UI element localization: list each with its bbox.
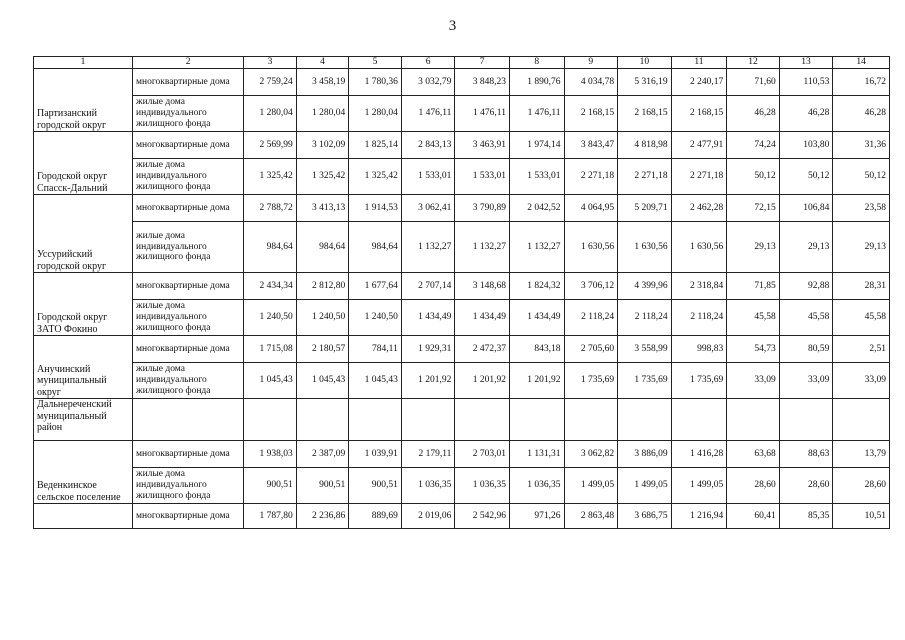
column-number-header: 13 <box>779 57 833 69</box>
housing-type-cell: жилые дома индивидуального жилищного фонда <box>133 159 244 195</box>
column-number-header: 1 <box>34 57 133 69</box>
value-cell: 1 131,31 <box>509 441 564 468</box>
value-cell: 2 240,17 <box>671 69 727 96</box>
column-number-header: 5 <box>349 57 402 69</box>
value-cell: 1 533,01 <box>509 159 564 195</box>
value-cell: 46,28 <box>833 96 890 132</box>
value-cell: 2 271,18 <box>671 159 727 195</box>
value-cell <box>455 399 510 441</box>
value-cell: 33,09 <box>727 363 780 399</box>
table-row <box>34 69 890 96</box>
value-cell: 3 706,12 <box>564 273 618 300</box>
value-cell: 1 434,49 <box>509 300 564 336</box>
value-cell: 3 102,09 <box>296 132 349 159</box>
value-cell: 1 240,50 <box>244 300 297 336</box>
value-cell: 1 132,27 <box>455 222 510 273</box>
value-cell: 1 434,49 <box>401 300 455 336</box>
value-cell: 2 318,84 <box>671 273 727 300</box>
value-cell: 29,13 <box>833 222 890 273</box>
housing-type-cell: многоквартирные дома <box>133 195 244 222</box>
value-cell: 46,28 <box>727 96 780 132</box>
housing-type-cell: многоквартирные дома <box>133 504 244 529</box>
table-row <box>34 441 890 468</box>
value-cell <box>833 399 890 441</box>
value-cell: 71,85 <box>727 273 780 300</box>
value-cell: 1 325,42 <box>349 159 402 195</box>
housing-type-cell: жилые дома индивидуального жилищного фонда <box>133 96 244 132</box>
value-cell: 4 399,96 <box>618 273 672 300</box>
value-cell: 2 387,09 <box>296 441 349 468</box>
value-cell: 3 458,19 <box>296 69 349 96</box>
value-cell: 60,41 <box>727 504 780 529</box>
table-row <box>34 273 890 300</box>
value-cell: 29,13 <box>779 222 833 273</box>
value-cell: 13,79 <box>833 441 890 468</box>
value-cell: 4 034,78 <box>564 69 618 96</box>
housing-type-cell: жилые дома индивидуального жилищного фонда <box>133 300 244 336</box>
value-cell: 1 039,91 <box>349 441 402 468</box>
value-cell: 2 271,18 <box>564 159 618 195</box>
value-cell <box>401 399 455 441</box>
value-cell: 1 434,49 <box>455 300 510 336</box>
value-cell: 85,35 <box>779 504 833 529</box>
value-cell: 46,28 <box>779 96 833 132</box>
value-cell: 80,59 <box>779 336 833 363</box>
value-cell <box>618 399 672 441</box>
table-row <box>34 159 890 195</box>
value-cell: 92,88 <box>779 273 833 300</box>
value-cell: 889,69 <box>349 504 402 529</box>
value-cell: 900,51 <box>296 468 349 504</box>
value-cell: 1 325,42 <box>296 159 349 195</box>
column-number-header: 10 <box>618 57 672 69</box>
region-name-cell: Дальнереченский муниципальный район <box>34 399 133 441</box>
value-cell: 2 705,60 <box>564 336 618 363</box>
value-cell: 1 787,80 <box>244 504 297 529</box>
table-row <box>34 132 890 159</box>
value-cell <box>349 399 402 441</box>
value-cell: 1 715,08 <box>244 336 297 363</box>
value-cell: 1 416,28 <box>671 441 727 468</box>
value-cell <box>564 399 618 441</box>
value-cell: 2 236,86 <box>296 504 349 529</box>
value-cell: 110,53 <box>779 69 833 96</box>
value-cell: 63,68 <box>727 441 780 468</box>
value-cell: 5 209,71 <box>618 195 672 222</box>
value-cell: 3 148,68 <box>455 273 510 300</box>
value-cell: 16,72 <box>833 69 890 96</box>
value-cell: 2 180,57 <box>296 336 349 363</box>
value-cell: 88,63 <box>779 441 833 468</box>
value-cell: 843,18 <box>509 336 564 363</box>
value-cell: 1 045,43 <box>349 363 402 399</box>
value-cell: 2 462,28 <box>671 195 727 222</box>
table-row <box>34 468 890 504</box>
value-cell: 10,51 <box>833 504 890 529</box>
table-row <box>34 300 890 336</box>
value-cell: 4 818,98 <box>618 132 672 159</box>
value-cell: 33,09 <box>779 363 833 399</box>
value-cell: 2 019,06 <box>401 504 455 529</box>
value-cell: 31,36 <box>833 132 890 159</box>
value-cell: 2 707,14 <box>401 273 455 300</box>
column-number-header: 11 <box>671 57 727 69</box>
value-cell: 1 325,42 <box>244 159 297 195</box>
value-cell: 2 812,80 <box>296 273 349 300</box>
value-cell <box>779 399 833 441</box>
region-name-cell: Анучинский муниципальный округ <box>34 336 133 399</box>
tariff-table <box>33 56 890 529</box>
value-cell: 1 780,36 <box>349 69 402 96</box>
value-cell: 1 201,92 <box>401 363 455 399</box>
value-cell <box>509 399 564 441</box>
value-cell: 74,24 <box>727 132 780 159</box>
value-cell: 2 118,24 <box>671 300 727 336</box>
value-cell: 1 630,56 <box>671 222 727 273</box>
value-cell: 1 533,01 <box>455 159 510 195</box>
table-row <box>34 96 890 132</box>
value-cell: 106,84 <box>779 195 833 222</box>
value-cell: 3 413,13 <box>296 195 349 222</box>
value-cell: 2 168,15 <box>564 96 618 132</box>
value-cell: 50,12 <box>727 159 780 195</box>
table-header <box>34 57 890 69</box>
value-cell: 984,64 <box>244 222 297 273</box>
value-cell: 1 476,11 <box>509 96 564 132</box>
table-row <box>34 336 890 363</box>
value-cell: 2 703,01 <box>455 441 510 468</box>
value-cell: 1 735,69 <box>618 363 672 399</box>
housing-type-cell: многоквартирные дома <box>133 69 244 96</box>
value-cell: 2 569,99 <box>244 132 297 159</box>
value-cell: 33,09 <box>833 363 890 399</box>
value-cell: 71,60 <box>727 69 780 96</box>
value-cell: 2 042,52 <box>509 195 564 222</box>
value-cell: 1 499,05 <box>618 468 672 504</box>
value-cell: 45,58 <box>833 300 890 336</box>
value-cell: 2 788,72 <box>244 195 297 222</box>
value-cell: 2 843,13 <box>401 132 455 159</box>
region-name-cell: Уссурийский городской округ <box>34 195 133 273</box>
value-cell: 2 759,24 <box>244 69 297 96</box>
value-cell: 72,15 <box>727 195 780 222</box>
value-cell: 1 280,04 <box>296 96 349 132</box>
value-cell: 1 036,35 <box>401 468 455 504</box>
column-number-header: 2 <box>133 57 244 69</box>
value-cell: 29,13 <box>727 222 780 273</box>
housing-type-cell: жилые дома индивидуального жилищного фонда <box>133 363 244 399</box>
value-cell: 1 045,43 <box>296 363 349 399</box>
column-number-header: 12 <box>727 57 780 69</box>
value-cell: 984,64 <box>349 222 402 273</box>
value-cell: 900,51 <box>244 468 297 504</box>
housing-type-cell: многоквартирные дома <box>133 441 244 468</box>
value-cell: 3 463,91 <box>455 132 510 159</box>
value-cell: 54,73 <box>727 336 780 363</box>
value-cell: 900,51 <box>349 468 402 504</box>
value-cell <box>296 399 349 441</box>
value-cell: 50,12 <box>833 159 890 195</box>
value-cell: 1 280,04 <box>349 96 402 132</box>
value-cell: 23,58 <box>833 195 890 222</box>
value-cell: 5 316,19 <box>618 69 672 96</box>
value-cell: 1 036,35 <box>455 468 510 504</box>
value-cell: 50,12 <box>779 159 833 195</box>
value-cell: 3 686,75 <box>618 504 672 529</box>
column-number-header: 14 <box>833 57 890 69</box>
value-cell: 1 890,76 <box>509 69 564 96</box>
value-cell: 2 434,34 <box>244 273 297 300</box>
value-cell: 45,58 <box>727 300 780 336</box>
region-name-cell: Веденкинское сельское поселение <box>34 441 133 504</box>
value-cell: 1 476,11 <box>455 96 510 132</box>
value-cell: 784,11 <box>349 336 402 363</box>
value-cell: 2 542,96 <box>455 504 510 529</box>
value-cell: 1 533,01 <box>401 159 455 195</box>
value-cell: 1 630,56 <box>564 222 618 273</box>
column-number-header: 6 <box>401 57 455 69</box>
column-numbers-row <box>34 57 890 69</box>
value-cell: 2 472,37 <box>455 336 510 363</box>
housing-type-cell: жилые дома индивидуального жилищного фонда <box>133 468 244 504</box>
value-cell: 103,80 <box>779 132 833 159</box>
table-row <box>34 363 890 399</box>
housing-type-cell <box>133 399 244 441</box>
value-cell: 998,83 <box>671 336 727 363</box>
value-cell <box>671 399 727 441</box>
value-cell: 3 062,41 <box>401 195 455 222</box>
region-name-cell: Городской округ Спасск-Дальний <box>34 132 133 195</box>
table-row <box>34 504 890 529</box>
value-cell: 1 240,50 <box>296 300 349 336</box>
value-cell: 1 280,04 <box>244 96 297 132</box>
housing-type-cell: многоквартирные дома <box>133 132 244 159</box>
value-cell: 2 477,91 <box>671 132 727 159</box>
value-cell: 1 929,31 <box>401 336 455 363</box>
table-row <box>34 195 890 222</box>
region-name-cell: Партизанский городской округ <box>34 69 133 132</box>
value-cell: 2 118,24 <box>618 300 672 336</box>
value-cell: 2,51 <box>833 336 890 363</box>
region-name-cell <box>34 504 133 529</box>
value-cell: 28,60 <box>779 468 833 504</box>
housing-type-cell: многоквартирные дома <box>133 273 244 300</box>
value-cell <box>244 399 297 441</box>
value-cell: 1 476,11 <box>401 96 455 132</box>
value-cell: 1 677,64 <box>349 273 402 300</box>
value-cell: 2 168,15 <box>671 96 727 132</box>
value-cell: 1 132,27 <box>401 222 455 273</box>
value-cell: 1 201,92 <box>455 363 510 399</box>
value-cell: 1 735,69 <box>564 363 618 399</box>
value-cell: 1 499,05 <box>671 468 727 504</box>
value-cell: 3 032,79 <box>401 69 455 96</box>
value-cell: 3 843,47 <box>564 132 618 159</box>
value-cell: 1 240,50 <box>349 300 402 336</box>
table-row <box>34 222 890 273</box>
value-cell: 2 179,11 <box>401 441 455 468</box>
value-cell: 45,58 <box>779 300 833 336</box>
value-cell: 1 630,56 <box>618 222 672 273</box>
value-cell: 1 499,05 <box>564 468 618 504</box>
value-cell: 1 825,14 <box>349 132 402 159</box>
value-cell: 2 271,18 <box>618 159 672 195</box>
column-number-header: 3 <box>244 57 297 69</box>
value-cell: 3 886,09 <box>618 441 672 468</box>
value-cell: 2 118,24 <box>564 300 618 336</box>
value-cell: 1 974,14 <box>509 132 564 159</box>
value-cell: 1 201,92 <box>509 363 564 399</box>
region-name-cell: Городской округ ЗАТО Фокино <box>34 273 133 336</box>
table-row <box>34 399 890 441</box>
value-cell: 971,26 <box>509 504 564 529</box>
value-cell: 3 558,99 <box>618 336 672 363</box>
value-cell: 1 938,03 <box>244 441 297 468</box>
value-cell: 3 790,89 <box>455 195 510 222</box>
value-cell: 2 863,48 <box>564 504 618 529</box>
column-number-header: 9 <box>564 57 618 69</box>
housing-type-cell: многоквартирные дома <box>133 336 244 363</box>
value-cell: 984,64 <box>296 222 349 273</box>
page-number: 3 <box>448 18 457 34</box>
value-cell: 1 735,69 <box>671 363 727 399</box>
value-cell: 28,31 <box>833 273 890 300</box>
value-cell <box>727 399 780 441</box>
value-cell: 28,60 <box>727 468 780 504</box>
housing-type-cell: жилые дома индивидуального жилищного фонда <box>133 222 244 273</box>
column-number-header: 4 <box>296 57 349 69</box>
value-cell: 1 824,32 <box>509 273 564 300</box>
value-cell: 3 062,82 <box>564 441 618 468</box>
value-cell: 1 045,43 <box>244 363 297 399</box>
value-cell: 1 132,27 <box>509 222 564 273</box>
table-body <box>34 69 890 529</box>
value-cell: 4 064,95 <box>564 195 618 222</box>
value-cell: 28,60 <box>833 468 890 504</box>
value-cell: 1 216,94 <box>671 504 727 529</box>
value-cell: 2 168,15 <box>618 96 672 132</box>
column-number-header: 7 <box>455 57 510 69</box>
column-number-header: 8 <box>509 57 564 69</box>
value-cell: 1 036,35 <box>509 468 564 504</box>
value-cell: 1 914,53 <box>349 195 402 222</box>
value-cell: 3 848,23 <box>455 69 510 96</box>
